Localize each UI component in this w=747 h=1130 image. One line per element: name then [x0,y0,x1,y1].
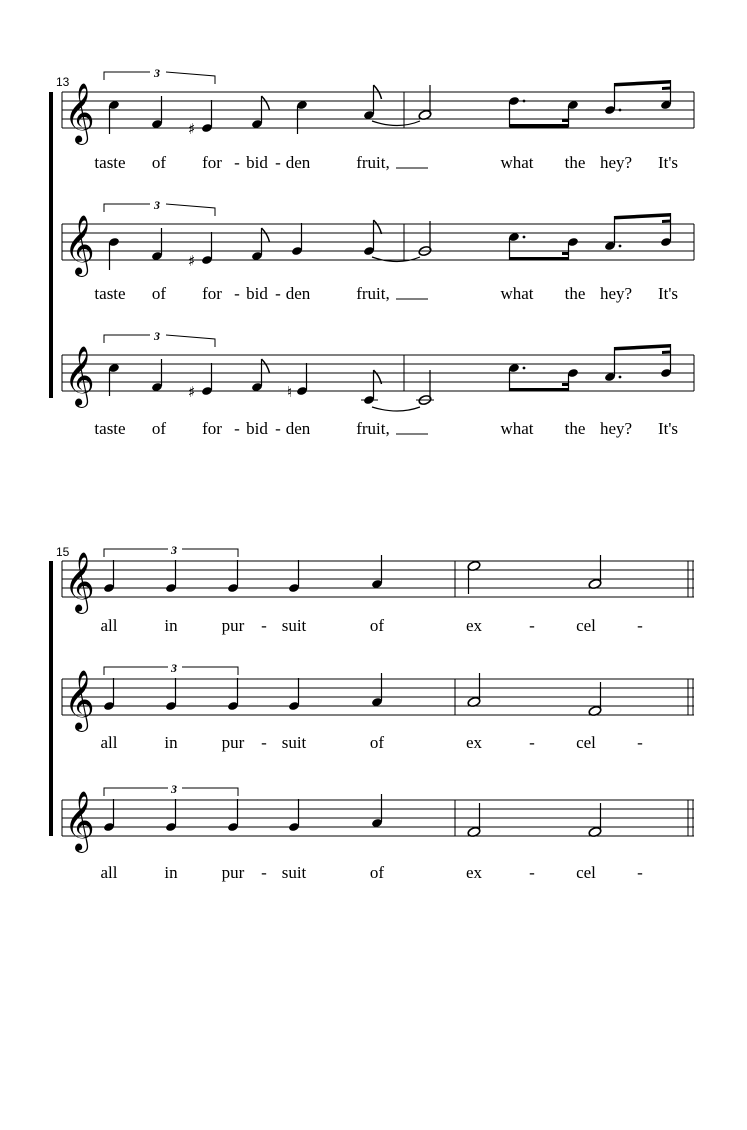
staff-soprano [62,66,694,172]
lyric-syllable: of [151,419,167,438]
staff-alto [62,661,694,752]
staff-lines [62,561,694,597]
lyric-hyphen: - [234,153,240,172]
lyric-syllable: for [202,153,222,172]
lyric-syllable: fruit, [356,419,390,438]
lyric-syllable: of [151,284,167,303]
lyrics [101,733,644,752]
treble-clef-icon: 𝄞 [64,791,95,851]
lyric-syllable: the [564,153,586,172]
lyric-syllable: hey? [599,153,633,172]
treble-clef-icon: 𝄞 [64,346,95,406]
sharp-icon: ♯ [188,252,196,270]
lyric-syllable: taste [94,419,126,438]
lyric-syllable: pur [221,863,245,882]
lyric-syllable: hey? [599,284,633,303]
svg-text:3: 3 [171,782,177,796]
lyrics [94,284,678,303]
tuplet-bracket [104,66,215,84]
svg-text:3: 3 [154,329,160,343]
lyric-syllable: pur [221,616,245,635]
lyric-syllable: hey? [599,419,633,438]
lyric-syllable: in [164,863,178,882]
lyric-syllable: all [100,733,118,752]
notes [108,344,672,411]
tuplet-bracket [104,782,238,796]
lyric-syllable: ex [465,616,483,635]
natural-icon: ♮ [287,383,293,401]
treble-clef-icon: 𝄞 [64,670,95,730]
measure-number: 13 [56,75,70,89]
tuplet-bracket [104,661,238,675]
staff-lines [62,679,694,715]
treble-clef-icon: 𝄞 [64,83,95,143]
tie [372,257,420,262]
treble-clef-icon: 𝄞 [64,215,95,275]
lyric-syllable: fruit, [356,284,390,303]
staff-alto [62,198,694,303]
system-bracket [49,561,53,836]
lyric-syllable: in [164,616,178,635]
lyrics [101,863,644,882]
svg-text:3: 3 [154,198,160,212]
lyric-hyphen: - [637,616,643,635]
lyric-syllable: It's [657,153,679,172]
tuplet-bracket [104,329,215,347]
tie [372,121,420,126]
lyric-syllable: ex [465,863,483,882]
lyric-syllable: cel [576,616,596,635]
lyric-syllable: It's [657,419,679,438]
lyric-hyphen: - [261,616,267,635]
lyric-syllable: ex [465,733,483,752]
tie [372,407,420,411]
svg-text:3: 3 [171,543,177,557]
lyric-syllable: fruit, [356,153,390,172]
system-1 [49,66,694,438]
lyric-syllable: taste [94,153,126,172]
lyric-syllable: what [500,284,534,303]
lyric-syllable: It's [657,284,679,303]
lyric-syllable: of [369,616,385,635]
lyric-syllable: den [285,419,311,438]
lyric-syllable: den [285,153,311,172]
lyric-hyphen: - [529,616,535,635]
lyric-syllable: what [500,419,534,438]
lyric-syllable: of [369,733,385,752]
lyric-hyphen: - [234,284,240,303]
lyric-hyphen: - [637,733,643,752]
notes [108,80,672,138]
system-bracket [49,92,53,398]
lyric-syllable: for [202,284,222,303]
svg-text:3: 3 [171,661,177,675]
notes [103,673,602,717]
lyric-syllable: cel [576,733,596,752]
lyric-syllable: all [100,863,118,882]
treble-clef-icon: 𝄞 [64,552,95,612]
sharp-icon: ♯ [188,120,196,138]
lyric-syllable: the [564,419,586,438]
lyric-hyphen: - [234,419,240,438]
lyrics [94,153,678,172]
tuplet-bracket [104,543,238,557]
lyric-syllable: what [500,153,534,172]
lyric-syllable: bid [246,284,268,303]
staff-soprano [62,543,694,635]
lyric-syllable: of [151,153,167,172]
lyric-syllable: in [164,733,178,752]
lyric-syllable: taste [94,284,126,303]
lyric-hyphen: - [275,153,281,172]
system-2 [49,543,694,882]
lyric-syllable: cel [576,863,596,882]
lyric-hyphen: - [275,419,281,438]
lyric-syllable: for [202,419,222,438]
lyrics [101,616,644,635]
staff-lines [62,800,694,836]
lyric-hyphen: - [529,863,535,882]
staff-tenor [62,782,694,882]
lyric-hyphen: - [529,733,535,752]
lyric-syllable: suit [281,616,307,635]
svg-text:3: 3 [154,66,160,80]
lyric-syllable: all [100,616,118,635]
lyric-syllable: the [564,284,586,303]
notes [103,794,602,838]
staff-tenor [62,329,694,438]
lyric-hyphen: - [275,284,281,303]
lyric-syllable: bid [246,153,268,172]
lyric-syllable: den [285,284,311,303]
tuplet-bracket [104,198,215,216]
lyric-hyphen: - [261,733,267,752]
lyric-syllable: suit [281,733,307,752]
lyric-syllable: of [369,863,385,882]
measure-number: 15 [56,545,70,559]
lyric-syllable: bid [246,419,268,438]
lyric-syllable: pur [221,733,245,752]
lyric-hyphen: - [637,863,643,882]
lyric-syllable: suit [281,863,307,882]
lyrics [94,419,678,438]
sharp-icon: ♯ [188,383,196,401]
lyric-hyphen: - [261,863,267,882]
